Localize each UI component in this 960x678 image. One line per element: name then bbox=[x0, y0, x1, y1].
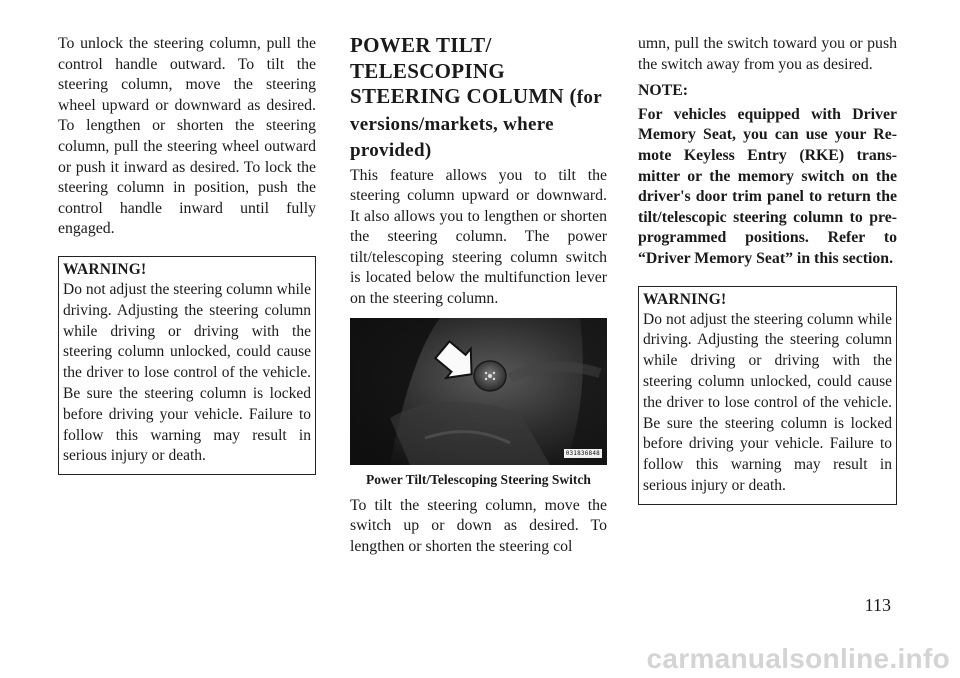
warning-box bbox=[638, 286, 897, 505]
middle-column bbox=[350, 34, 607, 557]
note-label: NOTE: bbox=[638, 82, 689, 100]
tilt-instructions: To tilt the steering column, move the switch up or down as desired. To lengthen or shorten the steering col bbox=[350, 496, 607, 555]
figure-caption: Power Tilt/Telescoping Steering Switch bbox=[366, 471, 591, 487]
tilt-instructions-continued: umn, pull the switch toward you or push the switch away from you as desired. bbox=[638, 35, 897, 73]
steering-switch-illustration bbox=[350, 318, 607, 465]
warning-text: Do not adjust the steering column while driving. Adjusting the steering column while driving or driving with the steering column unlocked, could cause the driver to lose control of the vehicle. Be sure the steering column is locked before driving your vehicle. Failure to follow this warning may result in serious injury or death. bbox=[643, 310, 892, 494]
warning-text: Do not adjust the steering column while driving. Adjusting the steering column while driving or driving with the steering column unlocked, could cause the driver to lose control of the vehicle. Be sure the steering column is locked before driving your vehicle. Failure to follow this warning may result in serious injury or death. bbox=[63, 280, 311, 465]
section-heading bbox=[350, 33, 607, 164]
feature-description: This feature allows you to tilt the steering column upward or downward. It also allows you to lengthen or shorten the steering column. The power tilt/telescoping steering column switch is located below the multifunction lever on the steering column. bbox=[350, 166, 607, 308]
page-number: 113 bbox=[864, 595, 891, 615]
right-column bbox=[638, 34, 897, 505]
note-text: For vehicles equipped with Driver Memory Seat, you can use your Remote Keyless Entry (RKE) transmitter or the memory switch on the driver's door trim panel to return the tilt/telescopic steering column to pre-programmed positions. Refer to “Driver Memory Seat” in this section. bbox=[638, 105, 897, 267]
left-column bbox=[58, 34, 316, 475]
unlock-instructions: To unlock the steering column, pull the control handle outward. To tilt the steering column, move the steering wheel upward or downward as desired. To lengthen or shorten the steering column, pull the steering wheel outward or push it inward as desired. To lock the steering column in position, push the control handle inward until fully engaged. bbox=[58, 35, 316, 238]
figure-id: 031836848 bbox=[565, 449, 600, 457]
switch-photo bbox=[350, 318, 607, 465]
heading-main: POWER TILT/ TELESCOPING STEERING COLUMN ( bbox=[350, 33, 577, 108]
warning-box bbox=[58, 256, 316, 475]
warning-title: WARNING! bbox=[643, 290, 727, 308]
heading-close: ) bbox=[424, 140, 432, 161]
warning-title: WARNING! bbox=[63, 260, 147, 278]
watermark: carmanualsonline.info bbox=[646, 643, 950, 674]
heading-qualifier: for versions/markets, where provided bbox=[350, 87, 602, 161]
